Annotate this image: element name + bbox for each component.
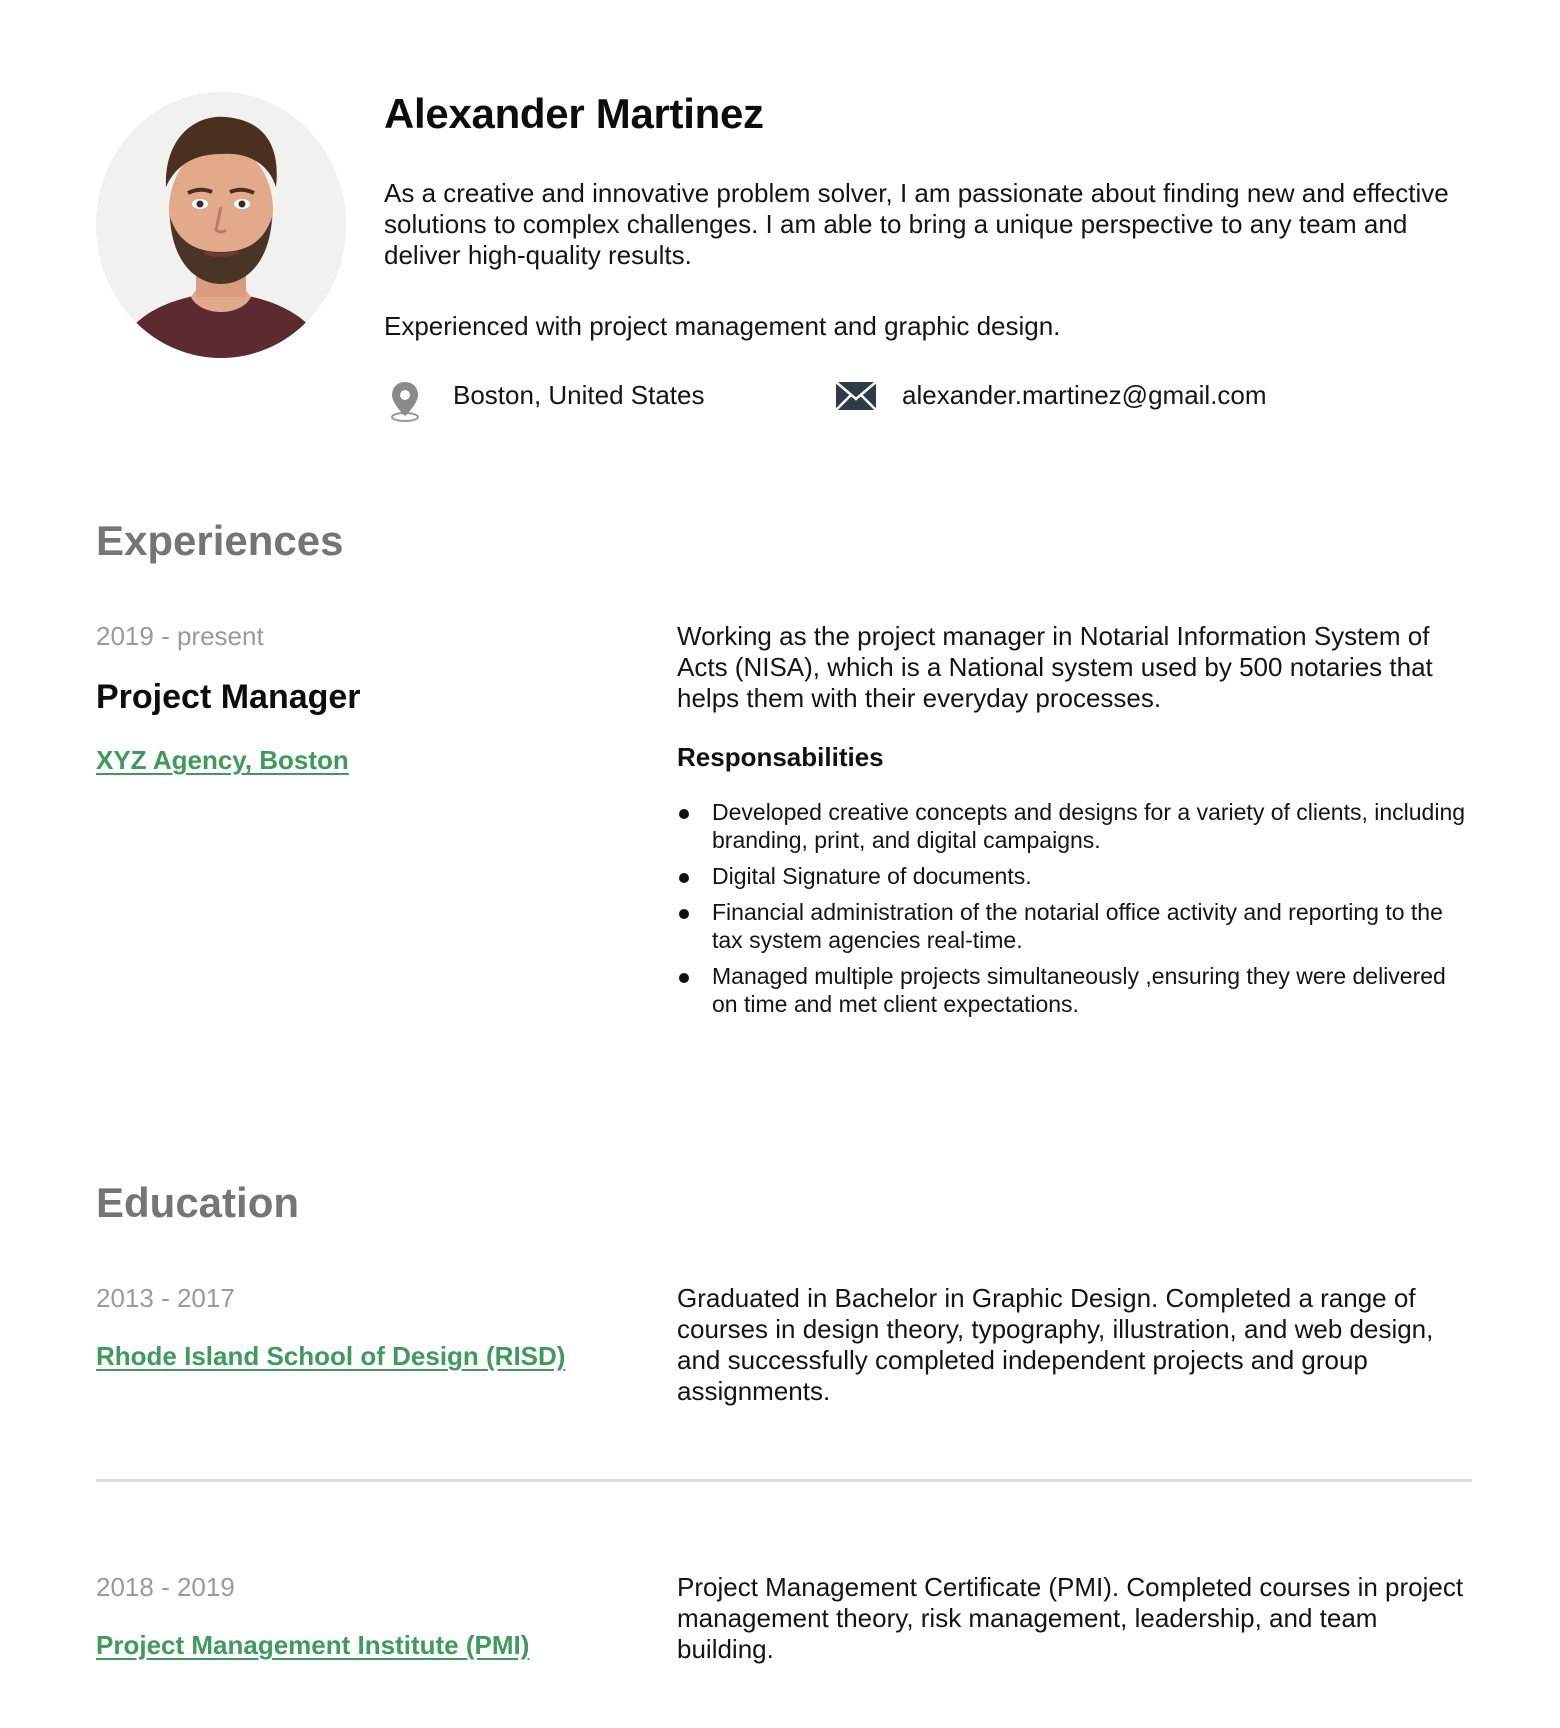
bullet-icon	[679, 973, 689, 983]
responsibility-text: Financial administration of the notarial office activity and reporting to the tax system agencies real-time.	[712, 899, 1443, 953]
profile-photo	[96, 92, 346, 358]
education-description: Graduated in Bachelor in Graphic Design. Completed a range of courses in design theory, typography, illustration, and web design, and successfully completed independent projects and group assignments.	[677, 1283, 1434, 1406]
school-link[interactable]: Project Management Institute (PMI)	[96, 1630, 530, 1660]
list-item	[677, 962, 1467, 1018]
email-link[interactable]: alexander.martinez@gmail.com	[902, 380, 1267, 410]
education-heading: Education	[96, 1179, 300, 1226]
list-item	[677, 862, 1467, 890]
list-item	[677, 898, 1467, 954]
section-divider	[96, 1479, 1472, 1482]
location-text: Boston, United States	[453, 380, 705, 410]
education-date: 2013 - 2017	[96, 1283, 235, 1313]
education-date: 2018 - 2019	[96, 1572, 235, 1602]
bullet-icon	[679, 809, 689, 819]
profile-summary-extra: Experienced with project management and graphic design.	[384, 311, 1061, 341]
responsibility-text: Digital Signature of documents.	[712, 863, 1032, 889]
bullet-icon	[679, 909, 689, 919]
company-link[interactable]: XYZ Agency, Boston	[96, 745, 349, 775]
responsibilities-heading: Responsabilities	[677, 742, 884, 772]
school-link[interactable]: Rhode Island School of Design (RISD)	[96, 1341, 566, 1371]
map-pin-icon	[388, 380, 422, 422]
candidate-name: Alexander Martinez	[384, 90, 764, 137]
profile-summary: As a creative and innovative problem solver, I am passionate about finding new and effective solutions to complex challenges. I am able to bring a unique perspective to any team and deliver high-quality results.	[384, 178, 1449, 270]
envelope-icon	[835, 378, 877, 412]
list-item	[677, 798, 1467, 854]
responsibility-text: Developed creative concepts and designs for a variety of clients, including branding, print, and digital campaigns.	[712, 799, 1466, 853]
responsibility-text: Managed multiple projects simultaneously ,ensuring they were delivered on time and met client expectations.	[712, 963, 1446, 1017]
experience-description: Working as the project manager in Notarial Information System of Acts (NISA), which is a National system used by 500 notaries that helps them with their everyday processes.	[677, 621, 1433, 713]
job-title: Project Manager	[96, 678, 361, 716]
experiences-heading: Experiences	[96, 517, 344, 564]
bullet-icon	[679, 873, 689, 883]
responsibilities-list	[677, 798, 1467, 1026]
education-description: Project Management Certificate (PMI). Completed courses in project management theory, risk management, leadership, and team building.	[677, 1572, 1464, 1664]
experience-date: 2019 - present	[96, 621, 264, 651]
